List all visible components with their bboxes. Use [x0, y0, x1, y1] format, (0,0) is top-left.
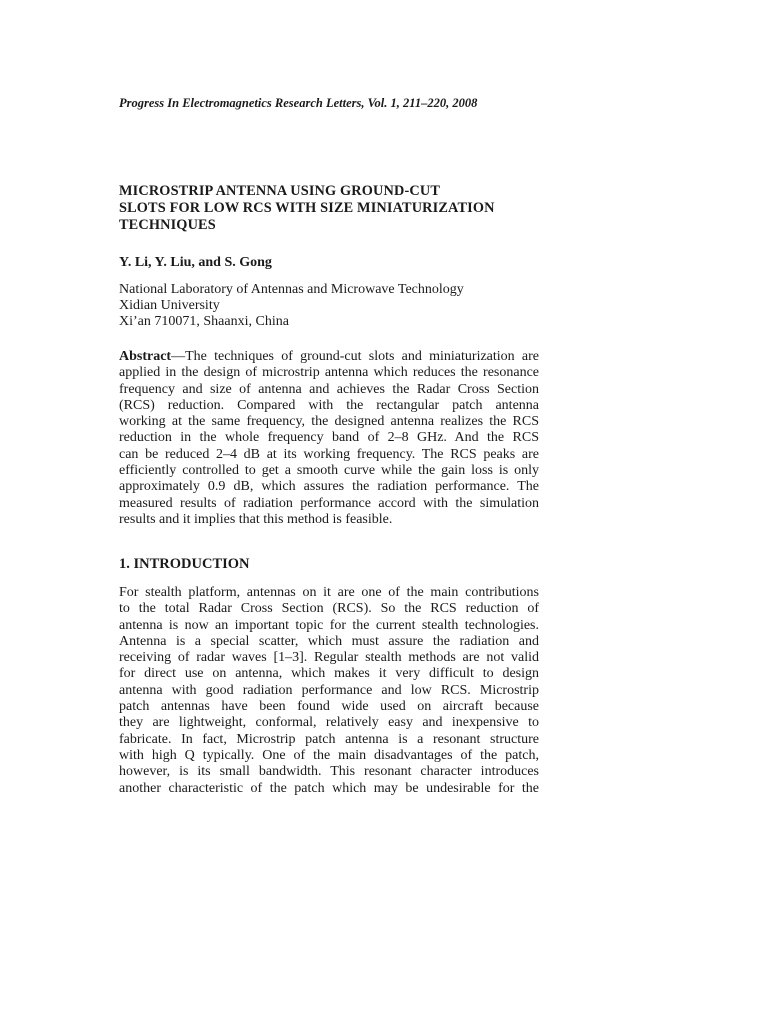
- abstract-line: approximately 0.9 dB, which assures the radiation performance. The: [119, 479, 539, 495]
- body-line: another characteristic of the patch which may be undesirable for the: [119, 780, 539, 796]
- abstract-line: measured results of radiation performance accord with the simulation: [119, 495, 539, 511]
- journal-header: Progress In Electromagnetics Research Letters, Vol. 1, 211–220, 2008: [119, 96, 478, 110]
- affiliation-line: Xidian University: [119, 298, 220, 313]
- body-line: patch antennas have been found wide used on aircraft because: [119, 699, 539, 715]
- abstract: [119, 349, 539, 528]
- abstract-line: reduction in the whole frequency band of 2–8 GHz. And the RCS: [119, 430, 539, 446]
- affiliation-line: Xi’an 710071, Shaanxi, China: [119, 314, 289, 329]
- abstract-line: applied in the design of microstrip antenna which reduces the resonance: [119, 365, 539, 381]
- body-line: antenna with good radiation performance and low RCS. Microstrip: [119, 682, 539, 698]
- affiliation: [119, 282, 464, 330]
- body-line: receiving of radar waves [1–3]. Regular stealth methods are not valid: [119, 650, 539, 666]
- abstract-line: can be reduced 2–4 dB at its working frequency. The RCS peaks are: [119, 446, 539, 462]
- abstract-line: frequency and size of antenna and achieves the Radar Cross Section: [119, 381, 539, 397]
- title-line: MICROSTRIP ANTENNA USING GROUND-CUT: [119, 183, 441, 199]
- introduction-body: [119, 585, 539, 797]
- abstract-text: —The techniques of ground-cut slots and miniaturization are: [171, 349, 539, 364]
- paper-title: [119, 183, 549, 234]
- body-line: Antenna is a special scatter, which must assure the radiation and: [119, 633, 539, 649]
- title-line: TECHNIQUES: [119, 217, 216, 233]
- abstract-line: (RCS) reduction. Compared with the rectangular patch antenna: [119, 397, 539, 413]
- title-line: SLOTS FOR LOW RCS WITH SIZE MINIATURIZATION: [119, 200, 495, 216]
- abstract-line: results and it implies that this method is feasible.: [119, 511, 393, 527]
- abstract-line: [119, 349, 539, 365]
- body-line: fabricate. In fact, Microstrip patch antenna is a resonant structure: [119, 731, 539, 747]
- body-line: they are lightweight, conformal, relatively easy and inexpensive to: [119, 715, 539, 731]
- affiliation-line: National Laboratory of Antennas and Microwave Technology: [119, 282, 464, 297]
- abstract-line: efficiently controlled to get a smooth curve while the gain loss is only: [119, 463, 539, 479]
- section-heading-introduction: 1. INTRODUCTION: [119, 556, 250, 572]
- author-list: Y. Li, Y. Liu, and S. Gong: [119, 255, 272, 270]
- body-line: For stealth platform, antennas on it are one of the main contributions: [119, 585, 539, 600]
- abstract-label: Abstract: [119, 349, 172, 364]
- body-line: antenna is now an important topic for the current stealth technologies.: [119, 617, 539, 633]
- body-line: however, is its small bandwidth. This resonant character introduces: [119, 764, 539, 780]
- body-line: with high Q typically. One of the main disadvantages of the patch,: [119, 747, 539, 763]
- body-line: to the total Radar Cross Section (RCS). So the RCS reduction of: [119, 601, 539, 617]
- body-line: for direct use on antenna, which makes it very difficult to design: [119, 666, 539, 682]
- abstract-line: working at the same frequency, the designed antenna realizes the RCS: [119, 414, 539, 430]
